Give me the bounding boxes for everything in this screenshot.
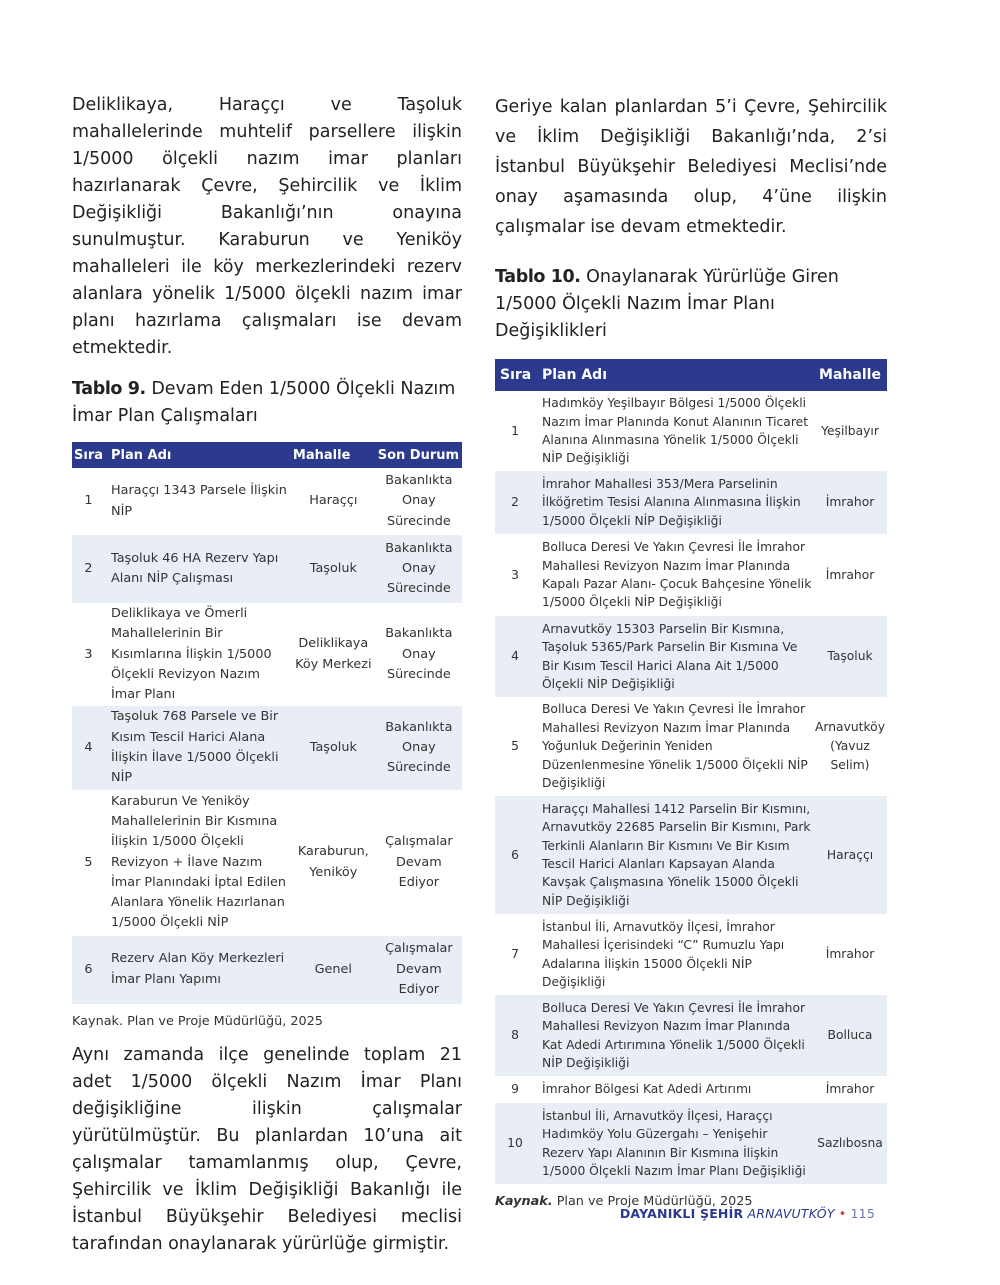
row-plan: Bolluca Deresi Ve Yakın Çevresi İle İmrahor Mahallesi Revizyon Nazım İmar Planında Yoğunluk Değerinin Yeniden Düzenlenmesine Yönelik 1/5000 Ölçekli NİP Değişikliği bbox=[535, 697, 813, 796]
row-mahalle: Yeşilbayır bbox=[813, 391, 887, 471]
row-mahalle: Deliklikaya Köy Merkezi bbox=[291, 603, 376, 706]
row-mahalle: İmrahor bbox=[813, 914, 887, 995]
table10-header-plan: Plan Adı bbox=[535, 359, 813, 391]
table10 bbox=[495, 359, 887, 1184]
row-sira: 5 bbox=[495, 697, 535, 796]
row-sira: 5 bbox=[72, 790, 105, 936]
row-mahalle: Genel bbox=[291, 936, 376, 1004]
row-plan: Deliklikaya ve Ömerli Mahallelerinin Bir Kısımlarına İlişkin 1/5000 Ölçekli Revizyon Nazım İmar Planı bbox=[105, 603, 291, 706]
table-row bbox=[72, 936, 462, 1004]
row-plan: Bolluca Deresi Ve Yakın Çevresi İle İmrahor Mahallesi Revizyon Nazım İmar Planında Kapalı Pazar Alanı- Çocuk Bahçesine Yönelik 1/5000 Ölçekli NİP Değişikliği bbox=[535, 534, 813, 616]
row-durum: Çalışmalar Devam Ediyor bbox=[376, 936, 462, 1004]
table-row bbox=[72, 790, 462, 936]
row-plan: Haraççı Mahallesi 1412 Parselin Bir Kısmını, Arnavutköy 22685 Parselin Bir Kısmını, Park Terkinli Alanların Bir Kısmını Ve Bir Kısım Tescil Harici Alanları Kapsayan Alanda Kavşak Çalışmasına Yönelik 15000 Ölçekli NİP Değişikliği bbox=[535, 796, 813, 914]
row-mahalle: Bolluca bbox=[813, 995, 887, 1076]
table-row bbox=[495, 534, 887, 616]
page-number: 115 bbox=[850, 1206, 875, 1221]
row-plan: Bolluca Deresi Ve Yakın Çevresi İle İmrahor Mahallesi Revizyon Nazım İmar Planında Kat Adedi Artırımına Yönelik 1/5000 Ölçekli NİP Değişikliği bbox=[535, 995, 813, 1076]
table-row bbox=[495, 995, 887, 1076]
row-sira: 6 bbox=[72, 936, 105, 1004]
row-sira: 9 bbox=[495, 1076, 535, 1103]
row-mahalle: Taşoluk bbox=[813, 616, 887, 697]
row-sira: 3 bbox=[495, 534, 535, 616]
row-plan: İstanbul İli, Arnavutköy İlçesi, Haraççı Hadımköy Yolu Güzergahı – Yenişehir Rezerv Yapı Alanının Bir Kısmına İlişkin 1/5000 Ölçekli Nazım İmar Planı Değişikliği bbox=[535, 1103, 813, 1184]
table-row bbox=[72, 535, 462, 603]
row-sira: 1 bbox=[495, 391, 535, 471]
footer-dot: • bbox=[838, 1207, 847, 1222]
table-row bbox=[72, 603, 462, 706]
footer-title: DAYANIKLI ŞEHİR bbox=[619, 1206, 744, 1221]
table10-caption-text: Onaylanarak Yürürlüğe Giren 1/5000 Ölçekli Nazım İmar Planı Değişiklikleri bbox=[495, 267, 839, 341]
row-plan: İmrahor Bölgesi Kat Adedi Artırımı bbox=[535, 1076, 813, 1103]
row-plan: Arnavutköy 15303 Parselin Bir Kısmına, Taşoluk 5365/Park Parselin Bir Kısmına Ve Bir Kısım Tescil Harici Alana Ait 1/5000 Ölçekli NİP Değişikliği bbox=[535, 616, 813, 697]
table9-header-mahalle: Mahalle bbox=[291, 442, 376, 468]
table-row bbox=[495, 697, 887, 796]
footer-subtitle: ARNAVUTKÖY bbox=[747, 1206, 835, 1221]
row-durum: Çalışmalar Devam Ediyor bbox=[376, 790, 462, 936]
row-plan: Taşoluk 768 Parsele ve Bir Kısım Tescil Harici Alana İlişkin İlave 1/5000 Ölçekli NİP bbox=[105, 706, 291, 789]
row-plan: Hadımköy Yeşilbayır Bölgesi 1/5000 Ölçekli Nazım İmar Planında Konut Alanının Ticaret Alanına Alınmasına Yönelik 1/5000 Ölçekli NİP Değişikliği bbox=[535, 391, 813, 471]
table9-header-sira: Sıra bbox=[72, 442, 105, 468]
row-durum: Bakanlıkta Onay Sürecinde bbox=[376, 603, 462, 706]
right-column bbox=[495, 92, 887, 1211]
table-row bbox=[495, 914, 887, 995]
row-sira: 2 bbox=[72, 535, 105, 603]
table9-caption-text: Devam Eden 1/5000 Ölçekli Nazım İmar Plan Çalışmaları bbox=[72, 379, 456, 426]
row-sira: 6 bbox=[495, 796, 535, 914]
table-row bbox=[72, 468, 462, 535]
row-sira: 7 bbox=[495, 914, 535, 995]
table10-header-row bbox=[495, 359, 887, 391]
table10-caption bbox=[495, 264, 887, 345]
row-mahalle: Sazlıbosna bbox=[813, 1103, 887, 1184]
row-plan: Haraççı 1343 Parsele İlişkin NİP bbox=[105, 468, 291, 535]
row-sira: 2 bbox=[495, 471, 535, 534]
row-plan: İstanbul İli, Arnavutköy İlçesi, İmrahor Mahallesi İçerisindeki “C” Rumuzlu Yapı Adalarına İlişkin 15000 Ölçekli NİP Değişikliği bbox=[535, 914, 813, 995]
table10-header-mahalle: Mahalle bbox=[813, 359, 887, 391]
row-mahalle: Arnavutköy (Yavuz Selim) bbox=[813, 697, 887, 796]
table10-caption-label: Tablo 10. bbox=[495, 267, 581, 287]
table9-caption-label: Tablo 9. bbox=[72, 379, 146, 399]
row-mahalle: Karaburun, Yeniköy bbox=[291, 790, 376, 936]
row-plan: Taşoluk 46 HA Rezerv Yapı Alanı NİP Çalışması bbox=[105, 535, 291, 603]
table9-header-durum: Son Durum bbox=[376, 442, 462, 468]
table-row bbox=[72, 706, 462, 789]
row-sira: 8 bbox=[495, 995, 535, 1076]
row-mahalle: Taşoluk bbox=[291, 535, 376, 603]
row-sira: 3 bbox=[72, 603, 105, 706]
table9-source: Kaynak. Plan ve Proje Müdürlüğü, 2025 bbox=[72, 1013, 323, 1029]
row-mahalle: İmrahor bbox=[813, 1076, 887, 1103]
left-paragraph-2: Aynı zamanda ilçe genelinde toplam 21 adet 1/5000 ölçekli Nazım İmar Planı değişikliğine ilişkin çalışmalar yürütülmüştür. Bu planlardan 10’una ait çalışmalar tamamlanmış olup, Çevre, Şehircilik ve İklim Değişikliği Bakanlığı ile İstanbul Büyükşehir Belediyesi meclisi tarafından onaylanarak yürürlüğe girmiştir. bbox=[72, 1044, 462, 1254]
table10-header-sira: Sıra bbox=[495, 359, 535, 391]
left-column bbox=[72, 92, 462, 1258]
table-row bbox=[495, 1103, 887, 1184]
row-durum: Bakanlıkta Onay Sürecinde bbox=[376, 535, 462, 603]
table9-caption bbox=[72, 376, 462, 430]
table-row bbox=[495, 471, 887, 534]
row-plan: Karaburun Ve Yeniköy Mahallelerinin Bir Kısmına İlişkin 1/5000 Ölçekli Revizyon + İlave Nazım İmar Planındaki İptal Edilen Alanlara Yönelik Hazırlanan 1/5000 Ölçekli NİP bbox=[105, 790, 291, 936]
table-row bbox=[495, 616, 887, 697]
row-mahalle: Haraççı bbox=[813, 796, 887, 914]
row-durum: Bakanlıkta Onay Sürecinde bbox=[376, 468, 462, 535]
table9-header-plan: Plan Adı bbox=[105, 442, 291, 468]
table9-header-row bbox=[72, 442, 462, 468]
row-mahalle: Haraççı bbox=[291, 468, 376, 535]
row-sira: 4 bbox=[495, 616, 535, 697]
row-sira: 1 bbox=[72, 468, 105, 535]
row-mahalle: İmrahor bbox=[813, 534, 887, 616]
left-paragraph-1: Deliklikaya, Haraççı ve Taşoluk mahallelerinde muhtelif parsellere ilişkin 1/5000 ölçekli nazım imar planları hazırlanarak Çevre, Şehircilik ve İklim Değişikliği Bakanlığı’nın onayına sunulmuştur. Karaburun ve Yeniköy mahalleleri ile köy merkezlerindeki rezerv alanlara yönelik 1/5000 ölçekli nazım imar planı hazırlama çalışmaları ise devam etmektedir. bbox=[72, 95, 462, 358]
table-row bbox=[495, 1076, 887, 1103]
row-mahalle: İmrahor bbox=[813, 471, 887, 534]
right-paragraph-1: Geriye kalan planlardan 5’i Çevre, Şehircilik ve İklim Değişikliği Bakanlığı’nda, 2’si İstanbul Büyükşehir Belediyesi Meclisi’nde onay aşamasında olup, 4’üne ilişkin çalışmalar ise devam etmektedir. bbox=[495, 97, 887, 237]
table10-source-text: Plan ve Proje Müdürlüğü, 2025 bbox=[552, 1194, 753, 1209]
table10-source-label: Kaynak. bbox=[495, 1194, 553, 1209]
table-row bbox=[495, 796, 887, 914]
row-plan: İmrahor Mahallesi 353/Mera Parselinin İlköğretim Tesisi Alanına Alınmasına İlişkin 1/5000 Ölçekli NİP Değişikliği bbox=[535, 471, 813, 534]
row-sira: 4 bbox=[72, 706, 105, 789]
row-sira: 10 bbox=[495, 1103, 535, 1184]
row-mahalle: Taşoluk bbox=[291, 706, 376, 789]
page-footer bbox=[620, 1206, 875, 1222]
row-plan: Rezerv Alan Köy Merkezleri İmar Planı Yapımı bbox=[105, 936, 291, 1004]
table9 bbox=[72, 442, 462, 1004]
table-row bbox=[495, 391, 887, 471]
row-durum: Bakanlıkta Onay Sürecinde bbox=[376, 706, 462, 789]
